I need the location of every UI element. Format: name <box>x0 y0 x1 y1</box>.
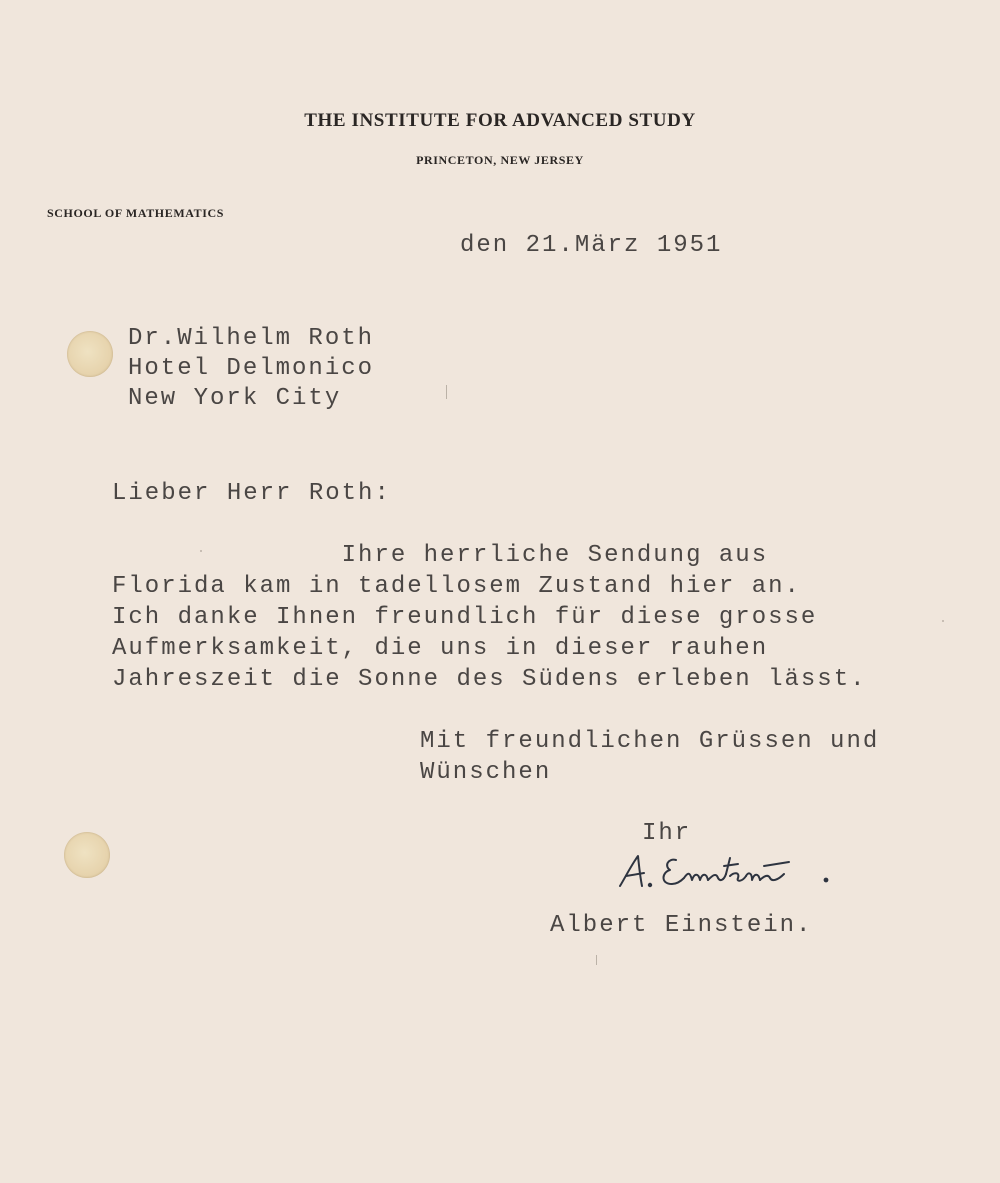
salutation: Lieber Herr Roth: <box>112 480 391 507</box>
letter-body <box>112 540 867 695</box>
letterhead-location: PRINCETON, NEW JERSEY <box>416 153 584 167</box>
body-line: Ich danke Ihnen freundlich für diese grosse <box>112 604 818 631</box>
paper-speck <box>942 620 944 622</box>
recipient-city: New York City <box>128 385 342 412</box>
recipient-address <box>128 324 374 414</box>
punch-hole-top <box>67 331 113 377</box>
body-line: Jahreszeit die Sonne des Südens erleben lässt. <box>112 666 867 693</box>
closing-line: Wünschen <box>420 759 552 786</box>
closing <box>420 726 879 788</box>
recipient-name: Dr.Wilhelm Roth <box>128 325 375 352</box>
body-line: Ihre herrliche Sendung aus <box>112 542 769 569</box>
letterhead-title: THE INSTITUTE FOR ADVANCED STUDY <box>304 110 696 131</box>
closing-line: Mit freundlichen Grüssen und <box>420 728 880 755</box>
recipient-hotel: Hotel Delmonico <box>128 355 375 382</box>
handwritten-signature <box>614 846 844 896</box>
body-line: Aufmerksamkeit, die uns in dieser rauhen <box>112 635 769 662</box>
body-line: Florida kam in tadellosem Zustand hier an. <box>112 573 801 600</box>
typed-name: Albert Einstein. <box>550 912 813 939</box>
closing-ihr: Ihr <box>642 820 692 847</box>
punch-hole-bottom <box>64 832 110 878</box>
paper-mark <box>596 955 597 965</box>
paper-mark <box>446 385 447 399</box>
school-name: SCHOOL OF MATHEMATICS <box>47 206 225 220</box>
letter-date: den 21.März 1951 <box>460 232 723 259</box>
